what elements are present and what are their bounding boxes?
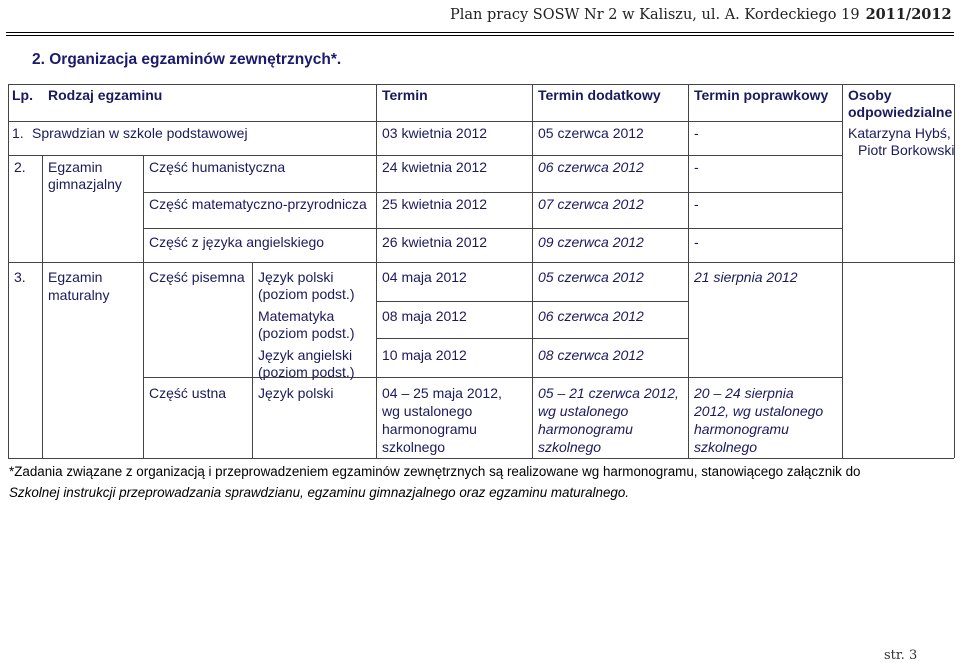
row2-name-2: gimnazjalny: [48, 176, 122, 192]
footnote-line: Szkolnej instrukcji przeprowadzania sprawdzianu, egzaminu gimnazjalnego oraz egzaminu maturalnego.: [9, 485, 630, 500]
table-rule: [8, 262, 954, 263]
row3-dodatkowy: 05 czerwca 2012: [538, 269, 644, 285]
table-border-top: [8, 84, 954, 85]
row1-rodzaj: Sprawdzian w szkole podstawowej: [32, 125, 248, 141]
header-rule: [6, 32, 954, 33]
page-number: str. 3: [884, 648, 918, 663]
row2-part-label: Część z języka angielskiego: [149, 234, 325, 250]
row3-ustna-subject: Język polski: [258, 385, 334, 401]
page-header: [450, 6, 952, 23]
table-col-line: [688, 84, 689, 458]
header-rule-thin: [6, 35, 954, 36]
row3-subject-level: (poziom podst.): [258, 325, 355, 341]
row1-poprawkowy: -: [694, 125, 699, 141]
row3-ustna-termin: harmonogramu: [382, 421, 477, 437]
row1-termin: 03 kwietnia 2012: [382, 125, 488, 141]
row3-termin: 10 maja 2012: [382, 347, 467, 363]
footnote: [9, 461, 861, 503]
col-header-lp: Lp.: [12, 87, 33, 103]
footnote-line: *Zadania związane z organizacją i przeprowadzeniem egzaminów zewnętrznych są realizowane wg harmonogramu, stanowiącego załącznik do: [9, 464, 861, 479]
row2-part-poprawkowy: -: [694, 234, 699, 250]
header-title: Plan pracy SOSW Nr 2 w Kaliszu, ul. A. Kordeckiego 19: [450, 7, 860, 23]
table-col-line: [954, 84, 955, 458]
col-header-osoby: Osoby: [848, 87, 892, 103]
col-header-rodzaj: Rodzaj egzaminu: [48, 87, 163, 103]
row2-part-termin: 24 kwietnia 2012: [382, 159, 488, 175]
row1-osoby-2: Piotr Borkowski: [858, 142, 955, 158]
col-header-osoby-2: odpowiedzialne: [848, 104, 953, 120]
row2-part-termin: 25 kwietnia 2012: [382, 196, 488, 212]
table-col-line: [252, 262, 253, 458]
row1-lp: 1.: [12, 125, 24, 141]
row3-subject: Matematyka: [258, 308, 335, 324]
row3-name-2: maturalny: [48, 287, 110, 303]
row2-part-dodatkowy: 06 czerwca 2012: [538, 159, 644, 175]
row2-part-dodatkowy: 07 czerwca 2012: [538, 196, 644, 212]
row2-part-poprawkowy: -: [694, 196, 699, 212]
row3-subject-level: (poziom podst.): [258, 364, 355, 380]
row3-ustna-dodatkowy: harmonogramu: [538, 421, 633, 437]
row3-pisemna-label: Część pisemna: [149, 269, 245, 285]
row3-ustna-termin: szkolnego: [382, 439, 446, 455]
row2-name: Egzamin: [48, 159, 103, 175]
table-border-bottom: [8, 458, 954, 459]
row3-name: Egzamin: [48, 269, 103, 285]
row3-subject-level: (poziom podst.): [258, 286, 355, 302]
table-rule: [8, 155, 842, 156]
row3-termin: 04 maja 2012: [382, 269, 467, 285]
row3-dodatkowy: 06 czerwca 2012: [538, 308, 644, 324]
table-rule: [143, 228, 842, 229]
table-rule: [143, 377, 842, 378]
row2-part-label: Część matematyczno-przyrodnicza: [149, 196, 367, 212]
row3-ustna-dodatkowy: wg ustalonego: [538, 403, 629, 419]
table-col-line: [532, 84, 533, 458]
row3-termin: 08 maja 2012: [382, 308, 467, 324]
section-title: 2. Organizacja egzaminów zewnętrznych*.: [32, 51, 342, 68]
row3-ustna-poprawkowy: harmonogramu: [694, 421, 789, 437]
col-header-poprawkowy: Termin poprawkowy: [694, 87, 829, 103]
row3-ustna-dodatkowy: 05 – 21 czerwca 2012,: [538, 385, 679, 401]
row3-lp: 3.: [14, 269, 26, 285]
col-header-termin: Termin: [382, 87, 428, 103]
row3-dodatkowy: 08 czerwca 2012: [538, 347, 644, 363]
row1-osoby: Katarzyna Hybś,: [848, 125, 951, 141]
row3-ustna-termin: 04 – 25 maja 2012,: [382, 385, 502, 401]
row2-part-poprawkowy: -: [694, 159, 699, 175]
row3-ustna-poprawkowy: 20 – 24 sierpnia: [694, 385, 794, 401]
table-rule: [143, 192, 842, 193]
row3-ustna-poprawkowy: 2012, wg ustalonego: [694, 403, 824, 419]
row3-subject: Język polski: [258, 269, 334, 285]
table-col-line: [8, 84, 9, 458]
row3-pisemna-poprawkowy: 21 sierpnia 2012: [694, 269, 798, 285]
row1-dodatkowy: 05 czerwca 2012: [538, 125, 644, 141]
row3-ustna-poprawkowy: szkolnego: [694, 439, 758, 455]
table-col-line: [42, 155, 43, 458]
row3-ustna-label: Część ustna: [149, 385, 227, 401]
row2-part-label: Część humanistyczna: [149, 159, 286, 175]
col-header-dodatkowy: Termin dodatkowy: [538, 87, 661, 103]
row2-part-termin: 26 kwietnia 2012: [382, 234, 488, 250]
row3-subject: Język angielski: [258, 347, 353, 363]
table-col-line: [376, 84, 377, 458]
row3-ustna-dodatkowy: szkolnego: [538, 439, 602, 455]
table-rule: [8, 121, 842, 122]
row2-lp: 2.: [14, 159, 26, 175]
header-year: 2011/2012: [865, 6, 952, 23]
table-col-line: [842, 84, 843, 458]
row2-part-dodatkowy: 09 czerwca 2012: [538, 234, 644, 250]
row3-ustna-termin: wg ustalonego: [382, 403, 473, 419]
table-col-line: [143, 155, 144, 458]
